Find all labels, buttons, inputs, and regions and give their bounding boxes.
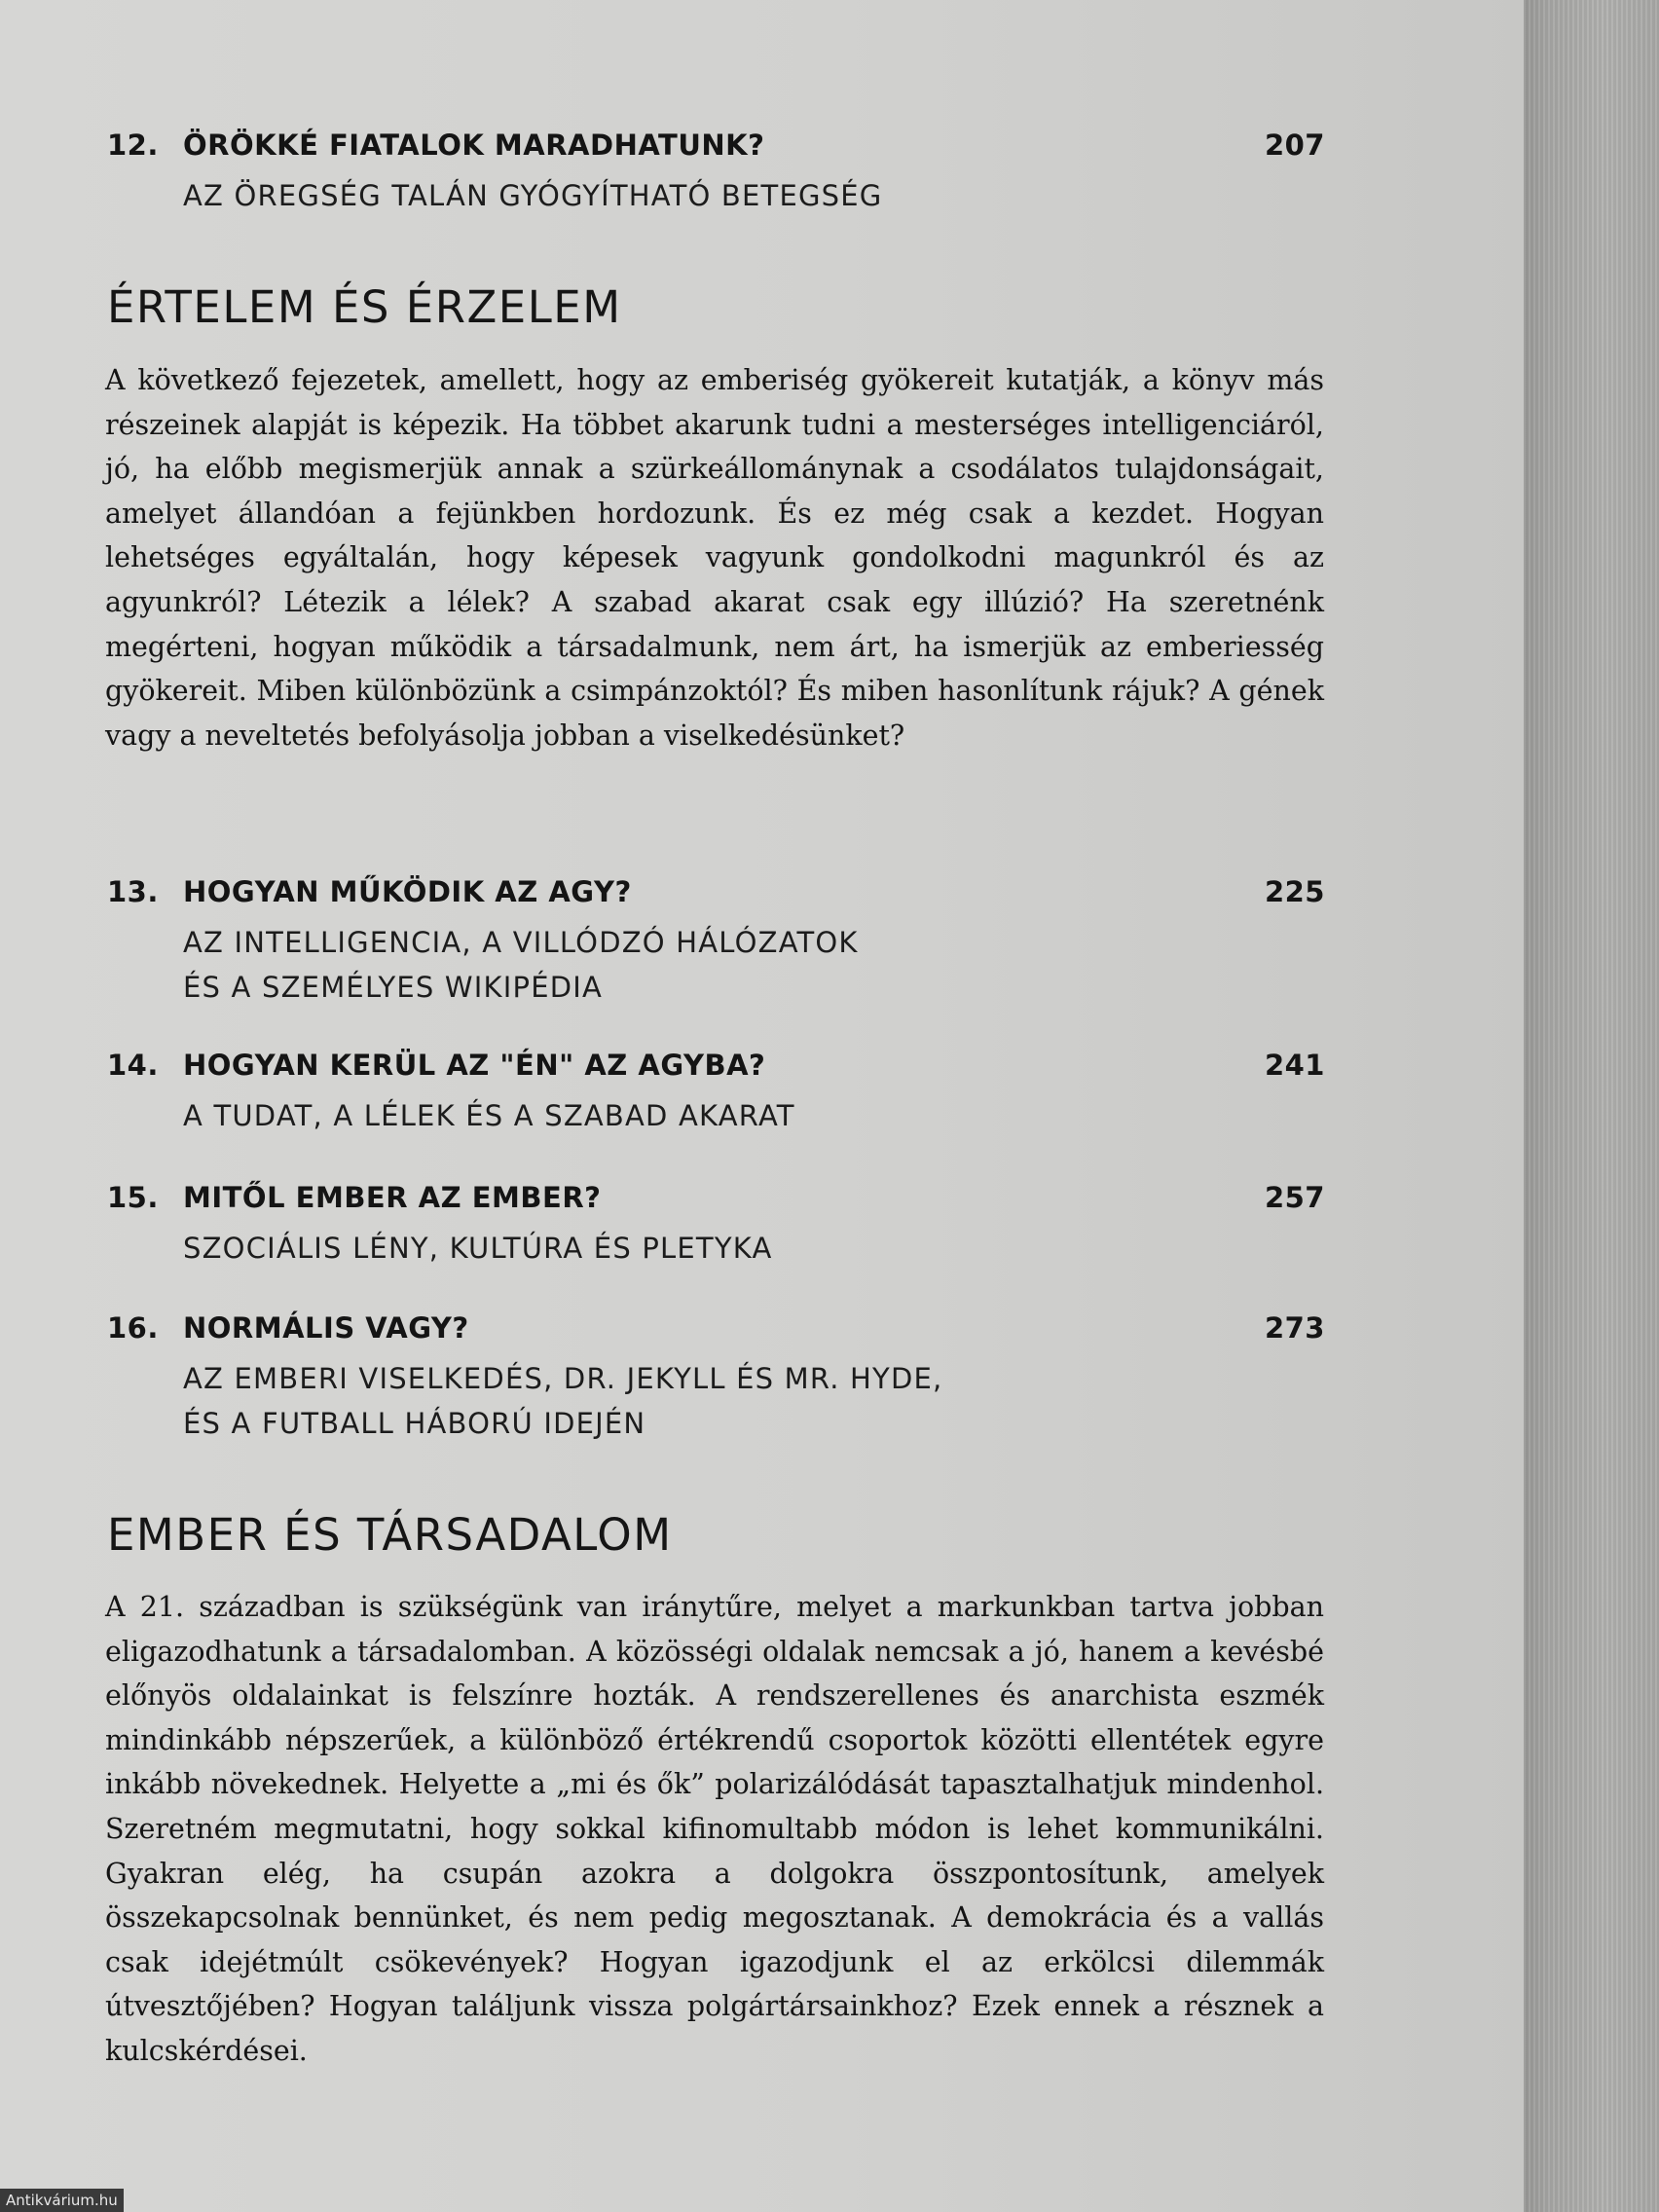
chapter-title: ÖRÖKKÉ FIATALOK MARADHATUNK?: [183, 129, 765, 162]
page-edge-stack: [1524, 0, 1659, 2212]
chapter-subtitle-line: AZ INTELLIGENCIA, A VILLÓDZÓ HÁLÓZATOK: [183, 926, 859, 959]
chapter-page-number: 225: [1264, 875, 1325, 908]
chapter-number: 12.: [107, 129, 159, 162]
toc-entry-16: [107, 1311, 1324, 1446]
toc-entry-15: [107, 1181, 1324, 1271]
chapter-page-number: 257: [1264, 1181, 1325, 1214]
section-heading-ertelem: ÉRTELEM ÉS ÉRZELEM: [107, 281, 622, 333]
chapter-subtitle-line: AZ EMBERI VISELKEDÉS, DR. JEKYLL ÉS MR. HYDE,: [183, 1362, 943, 1395]
chapter-subtitle-line: SZOCIÁLIS LÉNY, KULTÚRA ÉS PLETYKA: [183, 1232, 773, 1265]
toc-entry-12: [107, 129, 1324, 218]
chapter-title: HOGYAN KERÜL AZ "ÉN" AZ AGYBA?: [183, 1049, 766, 1082]
chapter-subtitle-line: ÉS A SZEMÉLYES WIKIPÉDIA: [183, 971, 604, 1004]
chapter-page-number: 273: [1264, 1311, 1325, 1345]
chapter-subtitle-line: ÉS A FUTBALL HÁBORÚ IDEJÉN: [183, 1407, 646, 1440]
chapter-subtitle-line: A TUDAT, A LÉLEK ÉS A SZABAD AKARAT: [183, 1099, 795, 1132]
chapter-title: HOGYAN MŰKÖDIK AZ AGY?: [183, 875, 632, 908]
chapter-title: NORMÁLIS VAGY?: [183, 1311, 469, 1345]
section-body-ertelem: A következő fejezetek, amellett, hogy az emberiség gyökereit kutatják, a könyv más részeinek alapját is képezik. Ha többet akarunk tudni a mesterséges intelligenciáról, jó, ha előbb megismerjük annak a szürkeállománynak a csodálatos tulajdonságait, amelyet állandóan a fejünkben hordozunk. És ez még csak a kezdet. Hogyan lehetséges egyáltalán, hogy képesek vagyunk gondolkodni magunkról és az agyunkról? Létezik a lélek? A szabad akarat csak egy illúzió? Ha szeretnénk megérteni, hogyan működik a társadalmunk, nem árt, ha ismerjük az emberiesség gyökereit. Miben különbözünk a csimpánzoktól? És miben hasonlítunk rájuk? A gének vagy a neveltetés befolyásolja jobban a viselkedésünket?: [105, 364, 1324, 752]
chapter-title: MITŐL EMBER AZ EMBER?: [183, 1181, 602, 1214]
chapter-subtitle: AZ ÖREGSÉG TALÁN GYÓGYÍTHATÓ BETEGSÉG: [183, 179, 883, 212]
chapter-number: 15.: [107, 1181, 159, 1214]
page-edge-texture: [1524, 0, 1659, 2212]
source-watermark: Antikvárium.hu: [0, 2189, 124, 2212]
section-heading-ember: EMBER ÉS TÁRSADALOM: [107, 1509, 673, 1561]
toc-entry-14: [107, 1049, 1324, 1138]
chapter-number: 14.: [107, 1049, 159, 1082]
chapter-page-number: 241: [1264, 1049, 1325, 1082]
chapter-number: 13.: [107, 875, 159, 908]
section-body-ember: A 21. században is szükségünk van iránytűre, melyet a markunkban tartva jobban eligazodhatunk a társadalomban. A közösségi oldalak nemcsak a jó, hanem a kevésbé előnyös oldalainkat is felszínre hozták. A rendszerellenes és anarchista eszmék mindinkább népszerűek, a különböző értékrendű csoportok közötti ellentétek egyre inkább növekednek. Helyette a „mi és ők” polarizálódását tapasztalhatjuk mindenhol. Szeretném megmutatni, hogy sokkal kifinomultabb módon is lehet kommunikálni. Gyakran elég, ha csupán azokra a dolgokra összpontosítunk, amelyek összekapcsolnak bennünket, és nem pedig megosztanak. A demokrácia és a vallás csak idejétmúlt csökevények? Hogyan igazodjunk el az erkölcsi dilemmák útvesztőjében? Hogyan találjunk vissza polgártársainkhoz? Ezek ennek a résznek a kulcskérdései.: [105, 1591, 1324, 2067]
chapter-page-number: 207: [1264, 129, 1325, 162]
chapter-number: 16.: [107, 1311, 159, 1345]
toc-entry-13: [107, 875, 1324, 1010]
